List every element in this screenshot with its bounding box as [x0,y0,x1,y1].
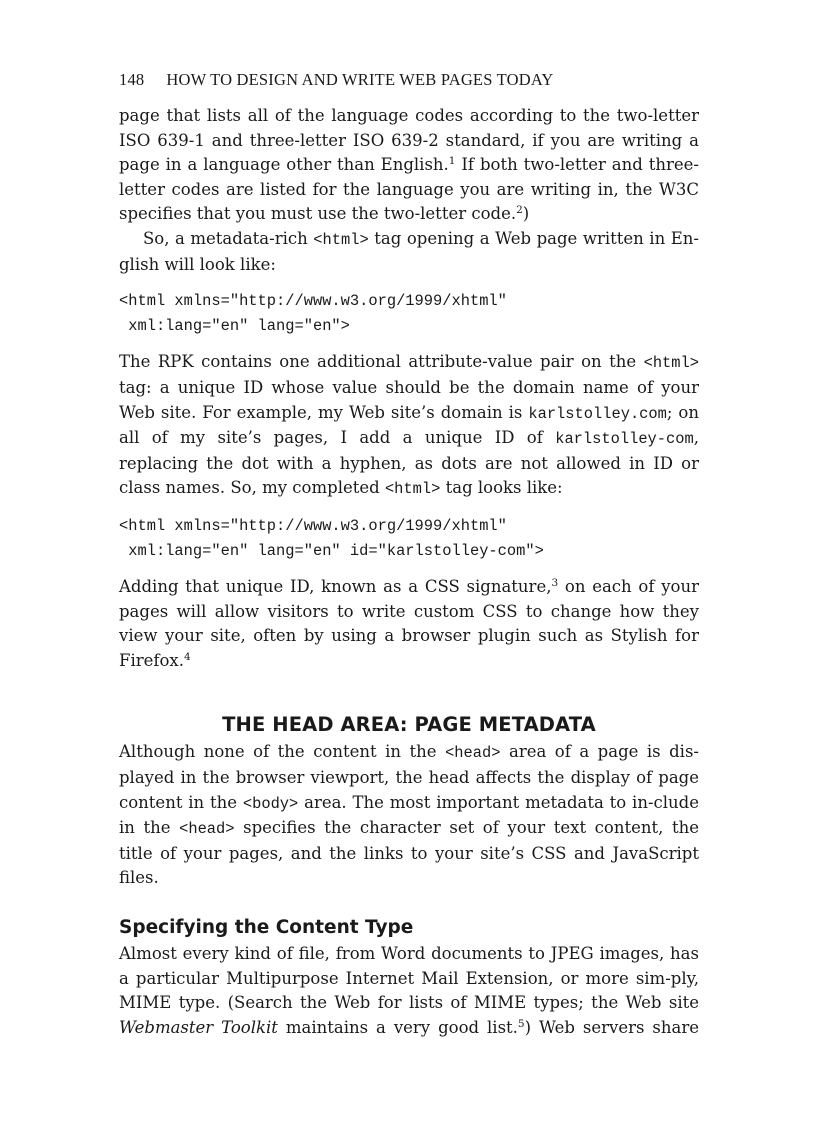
code-line: <html xmlns="http://www.w3.org/1999/xhtml" [119,516,507,535]
text-run: tag opening a Web page written in En-glish will look like: [119,228,699,274]
paragraph-language-codes [119,104,699,227]
text-run: tag looks like: [440,478,563,498]
text-run: ) [522,204,530,224]
text-run: maintains a very good list. [277,1017,518,1037]
running-header [119,70,699,90]
inline-code: karlstolley.com [528,404,667,423]
inline-code: <html> [643,354,699,373]
text-run: tag: a unique ID whose value should be the domain name of your Web site. For example, my Web site’s domain is [119,377,699,422]
code-line: xml:lang="en" lang="en"> [119,316,350,335]
code-block-html-tag-with-id [119,514,699,563]
footnote-ref-3: 3 [551,577,559,590]
paragraph-rpk-unique-id [119,350,699,502]
paragraph-metadata-rich [119,227,699,277]
code-block-html-tag [119,289,699,338]
code-line: <html xmlns="http://www.w3.org/1999/xhtml" [119,292,507,311]
text-run: Adding that unique ID, known as a CSS signature, [119,577,552,597]
inline-code: <html> [313,230,369,249]
text-run: If both two-letter and three-letter codes are listed for the language you are writing in, the W3C specifies that you must use the two-letter code. [119,155,699,224]
text-run: area. The most important metadata to in-clude in the [119,792,699,838]
footnote-ref-5: 5 [517,1017,525,1030]
text-run: page that lists all of the language codes according to the two-letter ISO 639-1 and three-letter ISO 639-2 standard, if you are writing a page in a language other than English. [119,106,699,175]
paragraph-head-area [119,740,699,891]
text-run: The RPK contains one additional attribute-value pair on the [119,352,644,372]
text-run: Although none of the content in the [119,742,446,762]
page-content [119,70,699,1040]
section-heading: THE HEAD AREA: PAGE METADATA [222,713,596,737]
inline-code: <html> [384,480,441,499]
emphasis-site-name: Webmaster Toolkit [119,1017,278,1037]
inline-code: <head> [179,820,235,839]
paragraph-mime-type [119,942,699,1040]
text-run: ) Web servers share [524,1017,699,1037]
text-run: So, a metadata-rich [143,228,314,248]
book-title: HOW TO DESIGN AND WRITE WEB PAGES TODAY [166,70,554,89]
text-run: on each of your pages will allow visitors to write custom CSS to change how they view your site, often by using a browser plugin such as Stylish for Firefox. [119,577,699,670]
text-run: specifies the character set of your text content, the title of your pages, and the links to your site’s CSS and JavaScript files. [119,818,699,888]
footnote-ref-1: 1 [448,155,456,168]
inline-code: <body> [242,794,299,813]
inline-code: <head> [445,744,501,763]
paragraph-css-signature [119,575,699,673]
code-line: xml:lang="en" lang="en" id="karlstolley-com"> [119,541,544,560]
text-run: area of a page is dis-played in the browser viewport, the head affects the display of page content in the [119,742,700,812]
text-run: ; on all of my site’s pages, I add a unique ID of [119,402,699,448]
subsection-heading: Specifying the Content Type [119,917,414,939]
text-run: , replacing the dot with a hyphen, as dots are not allowed in ID or class names. So, my completed [119,428,699,498]
footnote-ref-4: 4 [183,650,191,663]
text-run: Almost every kind of file, from Word documents to JPEG images, has a particular Multipurpose Internet Mail Extension, or more sim-ply, MIME type. (Search the Web for lists of MIME types; the Web site [119,944,699,1013]
inline-code: karlstolley-com [555,430,694,449]
page-number: 148 [119,70,145,89]
footnote-ref-2: 2 [516,204,523,217]
